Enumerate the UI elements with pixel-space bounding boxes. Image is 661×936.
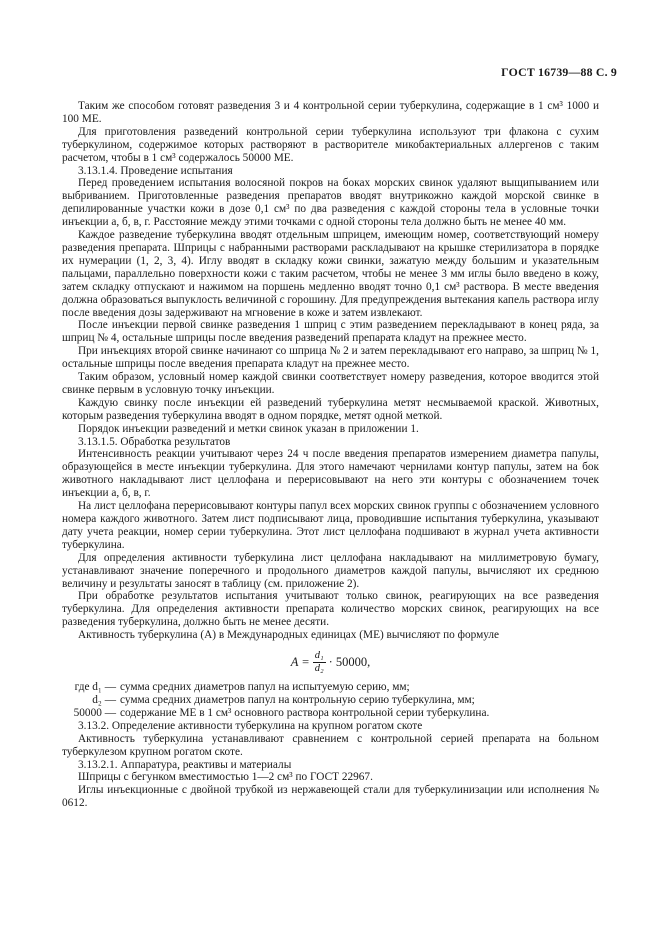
formula-rhs: · 50000,	[328, 655, 371, 670]
legend-symbol: d₂ —	[92, 693, 116, 706]
paragraph: На лист целлофана перерисовывают контуры папул всех морских свинок группы с обозначением условного номера каждого животного. Затем лист подписывают лица, проводившие испытания туберкулина, указывают дату учета реакции, номер серии туберкулина. Этот лист целлофана подшивают в журнал учета активности туберкулина.	[62, 500, 599, 551]
paragraph: Каждую свинку после инъекции ей разведений туберкулина метят несмываемой краской. Животных, которым разведения туберкулина вводят в одном порядке, метят одной меткой.	[62, 396, 599, 422]
formula-legend-row	[62, 694, 599, 707]
legend-symbol: 50000 —	[73, 706, 116, 719]
document-body	[62, 100, 599, 810]
paragraph: Порядок инъекции разведений и метки свинок указан в приложении 1.	[78, 422, 419, 435]
formula-legend-row	[62, 681, 599, 694]
formula-fraction	[313, 650, 326, 675]
section-heading: 3.13.2.1. Аппаратура, реактивы и материалы	[78, 758, 292, 771]
paragraph: Интенсивность реакции учитывают через 24 ч после введения препаратов измерением диаметра папулы, образующейся в месте инъекции туберкулина. Для этого намечают чернилами контур папулы, затем на бок животного накладывают лист целлофана и перерисовывают на него эти контуры с обозначением точек инъекции а, б, в, г.	[62, 448, 599, 500]
formula-legend-row	[62, 707, 599, 720]
paragraph: Для определения активности туберкулина лист целлофана накладывают на миллиметровую бумагу, устанавливают значение поперечного и продольного диаметров каждой папулы, вычисляют их среднюю величину и результаты заносят в таблицу (см. приложение 2).	[62, 551, 599, 590]
formula-lhs: A =	[290, 655, 310, 670]
formula	[62, 650, 599, 675]
paragraph: После инъекции первой свинке разведения 1 шприц с этим разведением перекладывают в конец ряда, за шприц № 4, остальные шприцы после введения разведений препарата кладут на прежнее место.	[62, 319, 599, 345]
paragraph: Перед проведением испытания волосяной покров на боках морских свинок удаляют выщипыванием или выбриванием. Приготовленные разведения препаратов вводят внутрикожно каждой морской свинке в депилированные участки кожи в дозе 0,1 см³ по два разведения с каждой стороны тела в условные точки инъекции а, б, в, г. Расстояние между этими точками с одной стороны тела должно быть не менее 40 мм.	[62, 177, 599, 229]
section-heading: 3.13.1.4. Проведение испытания	[78, 164, 233, 177]
paragraph: Активность туберкулина устанавливают сравнением с контрольной серией препарата на больном туберкулезом крупном рогатом скоте.	[62, 732, 599, 758]
paragraph: Иглы инъекционные с двойной трубкой из нержавеющей стали для туберкулинизации или исполнения № 0612.	[62, 784, 599, 810]
formula-denominator: d₂	[314, 663, 324, 675]
legend-text: содержание МЕ в 1 см³ основного раствора контрольной серии туберкулина.	[120, 706, 490, 719]
formula-numerator: d₁	[314, 650, 324, 662]
paragraph: Для приготовления разведений контрольной серии туберкулина используют три флакона с сухим туберкулином, содержимое которых растворяют в растворителе микобактериальных аллергенов с таким расчетом, чтобы в 1 см³ содержалось 50000 МЕ.	[62, 125, 599, 164]
paragraph: Каждое разведение туберкулина вводят отдельным шприцем, имеющим номер, соответствующий номеру разведения препарата. Шприцы с набранными растворами раскладывают на крышке стерилизатора в порядке их нумерации (1, 2, 3, 4). Иглу вводят в складку кожи свинки, зажатую между большим и указательным пальцами, параллельно поверхности кожи с таким расчетом, чтобы не менее 3 мм иглы было введено в кожу, затем складку отпускают и нажимом на поршень медленно вводят точно 0,1 см³ раствора. В месте введения должна образоваться выпуклость величиной с горошину. Для предупреждения вытекания капель раствора иглу после введения дозы задерживают на мгновение в коже и затем извлекают.	[62, 229, 599, 319]
legend-symbol: где d₁ —	[74, 681, 116, 694]
paragraph: Шприцы с бегунком вместимостью 1—2 см³ по ГОСТ 22967.	[78, 771, 373, 784]
paragraph: Таким образом, условный номер каждой свинки соответствует номеру разведения, которое вводится этой свинке первым в условную точку инъекции.	[62, 371, 599, 396]
paragraph: При обработке результатов испытания учитывают только свинок, реагирующих на все разведения туберкулина. Для определения активности препарата количество морских свинок, реагирующих на все разведения туберкулина, должно быть не менее десяти.	[62, 590, 599, 629]
paragraph: Таким же способом готовят разведения 3 и 4 контрольной серии туберкулина, содержащие в 1 см³ 1000 и 100 МЕ.	[62, 100, 599, 125]
paragraph: Активность туберкулина (А) в Международных единицах (МЕ) вычисляют по формуле	[78, 629, 500, 642]
section-heading: 3.13.2. Определение активности туберкулина на крупном рогатом скоте	[78, 719, 423, 732]
section-heading: 3.13.1.5. Обработка результатов	[78, 435, 231, 448]
paragraph: При инъекциях второй свинке начинают со шприца № 2 и затем перекладывают его направо, за шприц № 1, остальные шприцы после введения препарата кладут на прежнее место.	[62, 345, 599, 371]
legend-text: сумма средних диаметров папул на испытуемую серию, мм;	[120, 681, 410, 694]
legend-text: сумма средних диаметров папул на контрольную серию туберкулина, мм;	[120, 693, 475, 706]
page-header: ГОСТ 16739—88 С. 9	[501, 65, 617, 79]
